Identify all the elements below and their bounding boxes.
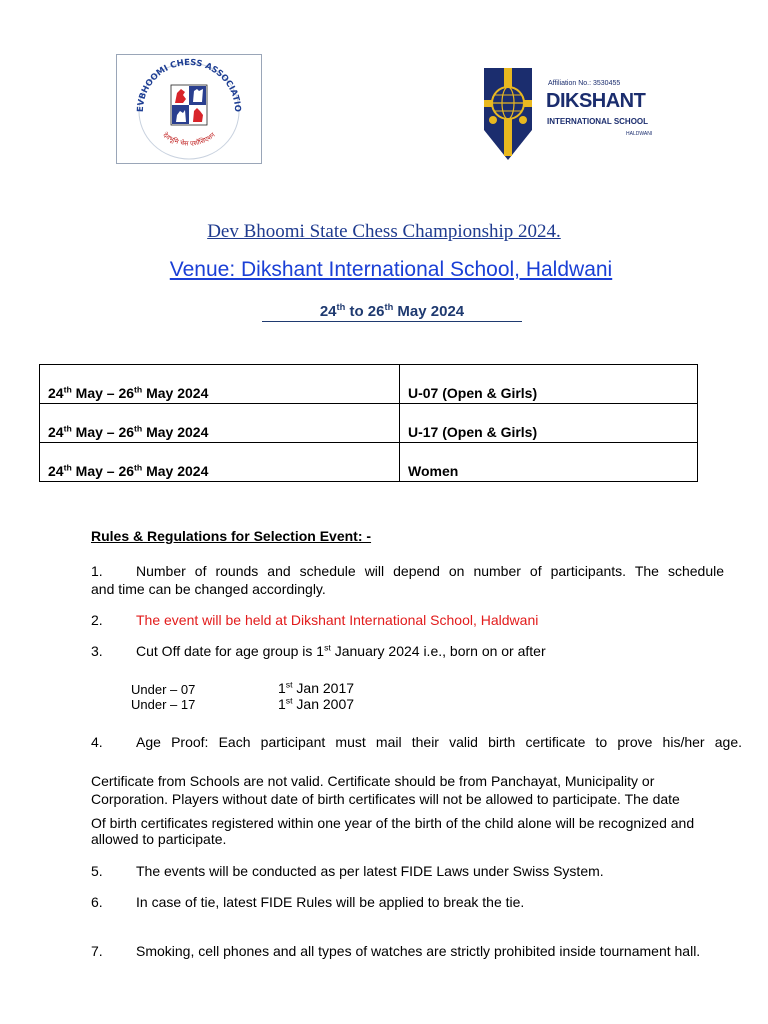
- schedule-category-cell: U-07 (Open & Girls): [400, 365, 698, 404]
- rule-number: 6.: [91, 894, 103, 910]
- rule-6-text: In case of tie, latest FIDE Rules will be applied to break the tie.: [136, 894, 525, 910]
- devbhoomi-chess-association-logo: [116, 54, 262, 164]
- affiliation-number: Affiliation No.: 3530455: [548, 80, 621, 87]
- table-row: [40, 443, 698, 482]
- rule-number: 4.: [91, 734, 103, 750]
- certificate-paragraph-line2: Corporation. Players without date of birth certificates will not be allowed to participate. The date: [91, 791, 680, 807]
- rules-heading: Rules & Regulations for Selection Event: -: [91, 528, 372, 544]
- rule-3-text: Cut Off date for age group is 1st January 2024 i.e., born on or after: [136, 642, 546, 659]
- rule-number: 1.: [91, 563, 103, 579]
- rule-1-text-line2: and time can be changed accordingly.: [91, 581, 326, 597]
- school-subtitle: INTERNATIONAL SCHOOL: [547, 117, 649, 126]
- venue-title: Venue: Dikshant International School, Haldwani: [169, 258, 613, 281]
- rule-number: 2.: [91, 612, 103, 628]
- certificate-paragraph-line4: allowed to participate.: [91, 831, 227, 847]
- dikshant-school-logo: [480, 64, 653, 162]
- schedule-category-cell: Women: [400, 443, 698, 482]
- school-crest-icon: [480, 64, 536, 162]
- schedule-date-cell: 24th May – 26th May 2024: [40, 365, 400, 404]
- table-row: [40, 404, 698, 443]
- rule-number: 5.: [91, 863, 103, 879]
- schedule-date-cell: 24th May – 26th May 2024: [40, 443, 400, 482]
- rule-number: 3.: [91, 643, 103, 659]
- certificate-paragraph-line1: Certificate from Schools are not valid. Certificate should be from Panchayat, Municipality or: [91, 773, 655, 789]
- schedule-table: [39, 364, 698, 482]
- rule-4-text: Age Proof: Each participant must mail their valid birth certificate to prove his/her age.: [136, 734, 742, 750]
- event-dates: 24th to 26th May 2024: [262, 303, 522, 322]
- age-group-label: Under – 07: [131, 682, 196, 697]
- school-name: DIKSHANT: [546, 90, 646, 112]
- school-city: HALDWANI: [626, 131, 653, 137]
- age-cutoff-date: 1st Jan 2007: [278, 695, 355, 712]
- age-group-label: Under – 17: [131, 697, 196, 712]
- age-cutoff-date: 1st Jan 2017: [278, 679, 355, 696]
- schedule-category-cell: U-17 (Open & Girls): [400, 404, 698, 443]
- rule-7-text: Smoking, cell phones and all types of watches are strictly prohibited inside tournament hall.: [136, 943, 701, 959]
- rule-2-text: The event will be held at Dikshant International School, Haldwani: [136, 612, 539, 628]
- chess-association-emblem-icon: [117, 55, 261, 163]
- rule-5-text: The events will be conducted as per latest FIDE Laws under Swiss System.: [136, 863, 604, 879]
- schedule-date-cell: 24th May – 26th May 2024: [40, 404, 400, 443]
- svg-text:देवभूमि चेस एसोसिएशन: देवभूमि चेस एसोसिएशन: [161, 130, 217, 148]
- championship-title: Dev Bhoomi State Chess Championship 2024.: [207, 221, 561, 242]
- svg-text:DEVBHOOMI CHESS ASSOCIATION: EVBHOOMI CHESS ASSOCIATIO: [135, 57, 243, 113]
- certificate-paragraph-line3: Of birth certificates registered within one year of the birth of the child alone will be recognized and: [91, 815, 695, 831]
- rule-1-text-line1: Number of rounds and schedule will depend on number of participants. The schedule: [136, 563, 724, 579]
- table-row: [40, 365, 698, 404]
- rule-number: 7.: [91, 943, 103, 959]
